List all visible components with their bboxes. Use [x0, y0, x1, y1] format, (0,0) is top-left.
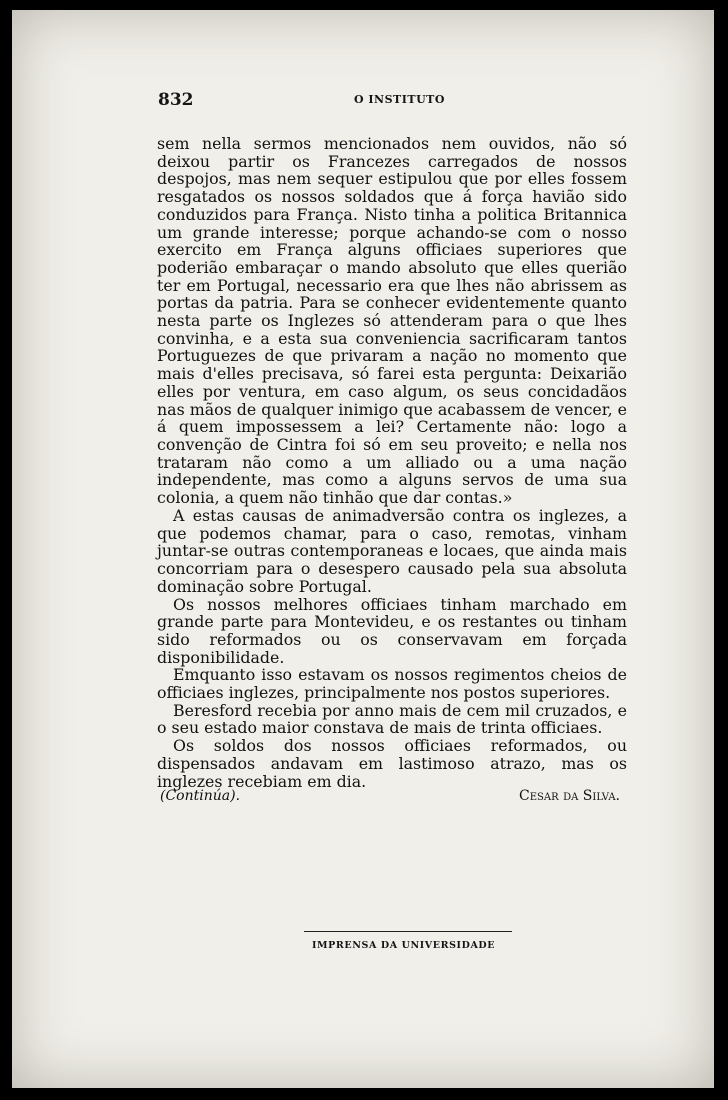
imprint-line: IMPRENSA DA UNIVERSIDADE — [312, 940, 496, 951]
page-number: 832 — [158, 90, 194, 110]
paragraph: Os nossos melhores officiaes tinham marchado em grande parte para Montevideu, e os restantes ou tinham sido reformados ou os conservavam em forçada disponibilidade. — [157, 594, 627, 667]
footer-rule — [304, 931, 512, 932]
book-page — [12, 10, 714, 1088]
author-name: Cesar da Silva. — [519, 788, 620, 804]
paragraph: Emquanto isso estavam os nossos regimentos cheios de officiaes inglezes, principalmente nos postos superiores. — [157, 665, 627, 703]
quote-paragraph: sem nella sermos mencionados nem ouvidos, não só deixou partir os Francezes carregados de nossos despojos, mas nem sequer estipulou que por elles fossem resgatados os nossos soldados que á força havião sido conduzidos para França. Nisto tinha a politica Britannica um grande interesse; porque achando-se com o nosso exercito em França alguns officiaes superiores que poderião embaraçar o mando absoluto que elles querião ter em Portugal, necessario era que lhes não abrissem as portas da patria. Para se conhecer evidentemente quanto nesta parte os Inglezes só attenderam para o que lhes convinha, e a esta sua conveniencia sacrificaram tantos Portuguezes de que privaram a nação no momento que mais d'elles precisava, só farei esta pergunta: Deixarião elles por ventura, em caso algum, os seus concidadãos nas mãos de qualquer inimigo que acabassem de vencer, e á quem impossessem a lei? Certamente não: logo a convenção de Cintra foi só em seu proveito; e nella nos trataram não como a um alliado ou a uma nação independente, mas como a alguns servos de uma sua colonia, a quem não tinhão que dar contas.» — [157, 134, 627, 508]
paragraph: Os soldos dos nossos officiaes reformados, ou dispensados andavam em lastimoso atrazo, mas os inglezes recebiam em dia. — [157, 736, 627, 791]
paragraph: Beresford recebia por anno mais de cem mil cruzados, e o seu estado maior constava de mais de trinta officiaes. — [157, 700, 627, 738]
continuation-note: (Continúa). — [160, 788, 241, 804]
quote-block — [157, 135, 627, 507]
body-text — [157, 507, 627, 790]
paragraph: A estas causas de animadversão contra os inglezes, a que podemos chamar, para o caso, remotas, vinham juntar-se outras contemporaneas e locaes, que ainda mais concorriam para o desespero causado pela sua absoluta dominação sobre Portugal. — [157, 506, 627, 596]
running-title: O INSTITUTO — [354, 93, 445, 106]
signature-line — [160, 788, 620, 808]
page-header — [12, 90, 714, 114]
